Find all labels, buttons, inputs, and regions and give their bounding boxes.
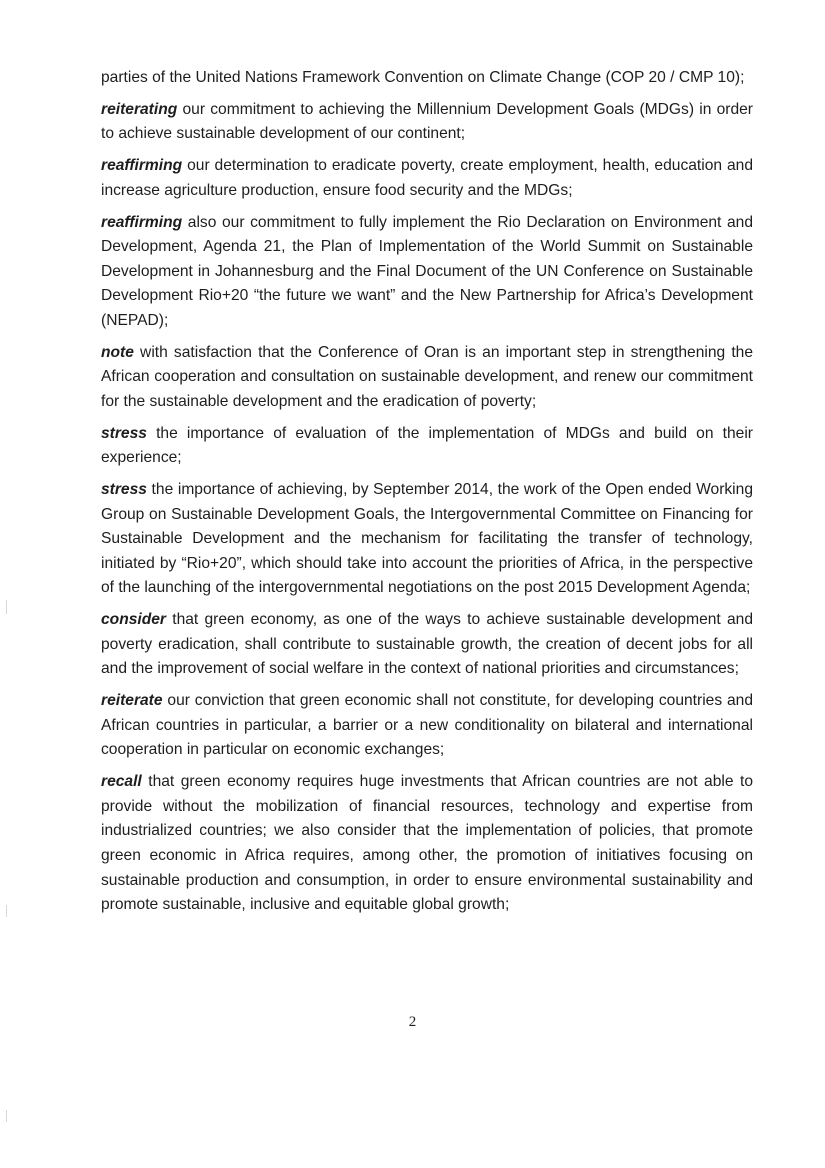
paragraph-text: that green economy, as one of the ways to achieve sustainable development and poverty eradication, shall contribute to sustainable growth, the creation of decent jobs for all and the improvement of social welfare in the context of national priorities and circumstances; — [101, 611, 753, 678]
body-text — [101, 66, 753, 925]
paragraph-cop20 — [101, 66, 753, 91]
paragraph-consider — [101, 608, 753, 682]
paragraph-text: the importance of achieving, by September 2014, the work of the Open ended Working Group on Sustainable Development Goals, the Intergovernmental Committee on Financing for Sustainable Development and the mechanism for facilitating the transfer of technology, initiated by “Rio+20”, which should take into account the priorities of Africa, in the perspective of the launching of the intergovernmental negotiations on the post 2015 Development Agenda; — [101, 481, 753, 597]
paragraph-text: our commitment to achieving the Millennium Development Goals (MDGs) in order to achieve sustainable development of our continent; — [101, 100, 753, 143]
paragraph-text: also our commitment to fully implement the Rio Declaration on Environment and Development, Agenda 21, the Plan of Implementation of the World Summit on Sustainable Development in Johannesburg and the Final Document of the UN Conference on Sustainable Development Rio+20 “the future we want” and the New Partnership for Africa’s Development (NEPAD); — [101, 213, 753, 329]
paragraph-reiterating — [101, 98, 753, 147]
paragraph-stress-achieving — [101, 478, 753, 601]
paragraph-keyword: reiterate — [101, 692, 163, 710]
paragraph-text: parties of the United Nations Framework Convention on Climate Change (COP 20 / CMP 10); — [101, 69, 745, 86]
paragraph-keyword: note — [101, 343, 134, 361]
paragraph-keyword: stress — [101, 481, 147, 499]
paragraph-text: our determination to eradicate poverty, create employment, health, education and increase agriculture production, ensure food security and the MDGs; — [101, 157, 753, 199]
paragraph-text: the importance of evaluation of the implementation of MDGs and build on their experience; — [101, 424, 753, 467]
paragraph-recall — [101, 770, 753, 918]
paragraph-keyword: reiterating — [101, 100, 178, 118]
paragraph-keyword: reaffirming — [101, 157, 183, 175]
scan-margin-mark — [6, 905, 7, 917]
paragraph-text: with satisfaction that the Conference of Oran is an important step in strengthening the African cooperation and consultation on sustainable development, and renew our commitment for the sustainable development and the eradication of poverty; — [101, 343, 753, 410]
paragraph-keyword: recall — [101, 773, 142, 791]
paragraph-reiterate — [101, 689, 753, 763]
paragraph-text: our conviction that green economic shall not constitute, for developing countries and African countries in particular, a barrier or a new conditionality on bilateral and international cooperation in particular on economic exchanges; — [101, 692, 753, 759]
scan-margin-mark — [6, 600, 7, 614]
scan-margin-mark — [6, 1110, 7, 1122]
paragraph-reaffirming-commitment — [101, 211, 753, 334]
paragraph-keyword: consider — [101, 611, 166, 629]
page-number: 2 — [408, 1014, 417, 1030]
paragraph-stress-evaluation — [101, 422, 753, 471]
paragraph-text: that green economy requires huge investments that African countries are not able to provide without the mobilization of financial resources, technology and expertise from industrialized countries; we also consider that the implementation of policies, that promote green economic in Africa requires, among other, the promotion of initiatives focusing on sustainable production and consumption, in order to ensure environmental sustainability and promote sustainable, inclusive and equitable global growth; — [101, 773, 753, 914]
paragraph-keyword: stress — [101, 424, 147, 442]
paragraph-keyword: reaffirming — [101, 213, 183, 231]
paragraph-note — [101, 341, 753, 415]
paragraph-reaffirming-determination — [101, 154, 753, 203]
